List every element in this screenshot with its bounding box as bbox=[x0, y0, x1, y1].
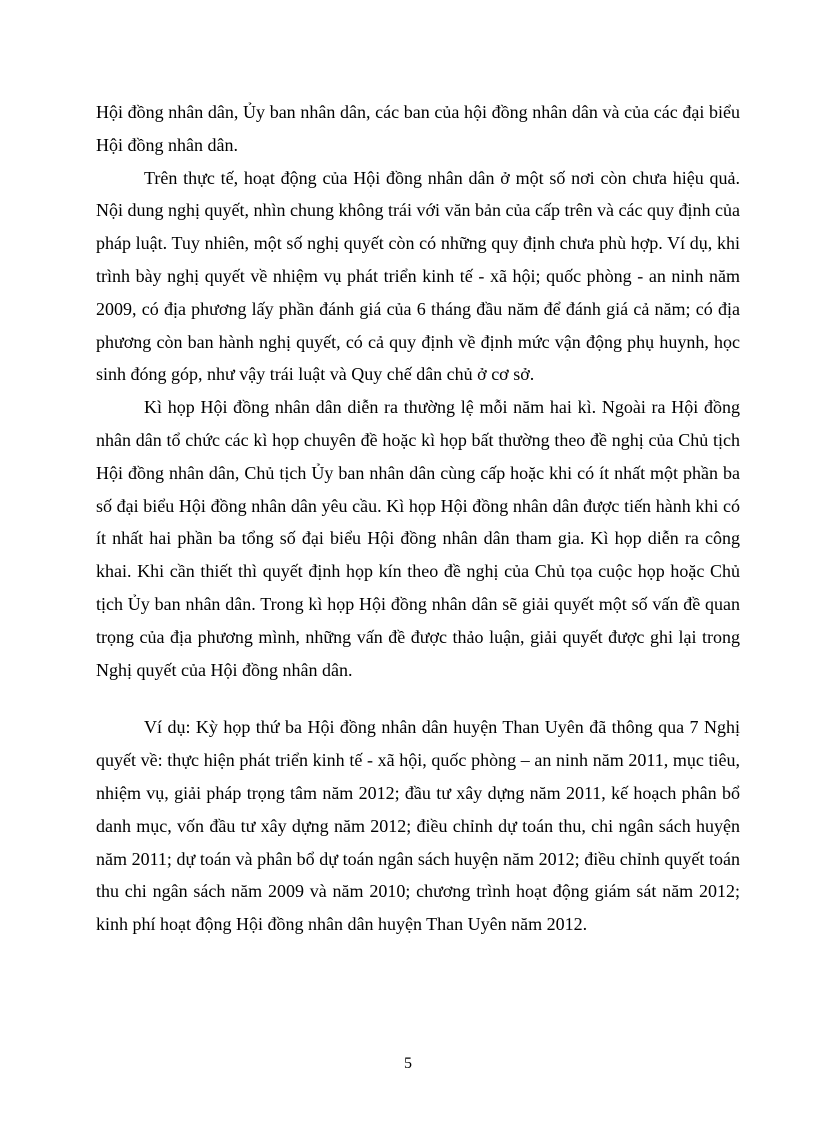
paragraph-sessions: Kì họp Hội đồng nhân dân diễn ra thường lệ mỗi năm hai kì. Ngoài ra Hội đồng nhân dân tổ chức các kì họp chuyên đề hoặc kì họp bất thường theo đề nghị của Chủ tịch Hội đồng nhân dân, Chủ tịch Ủy ban nhân dân cùng cấp hoặc khi có ít nhất một phần ba số đại biểu Hội đồng nhân dân yêu cầu. Kì họp Hội đồng nhân dân được tiến hành khi có ít nhất hai phần ba tổng số đại biểu Hội đồng nhân dân tham gia. Kì họp diễn ra công khai. Khi cần thiết thì quyết định họp kín theo đề nghị của Chủ tọa cuộc họp hoặc Chủ tịch Ủy ban nhân dân. Trong kì họp Hội đồng nhân dân sẽ giải quyết một số vấn đề quan trọng của địa phương mình, những vấn đề được thảo luận, giải quyết được ghi lại trong Nghị quyết của Hội đồng nhân dân. bbox=[96, 397, 740, 680]
page-number: 5 bbox=[404, 1055, 412, 1072]
paragraph-effectiveness: Trên thực tế, hoạt động của Hội đồng nhân dân ở một số nơi còn chưa hiệu quả. Nội dung nghị quyết, nhìn chung không trái với văn bản của cấp trên và các quy định của pháp luật. Tuy nhiên, một số nghị quyết còn có những quy định chưa phù hợp. Ví dụ, khi trình bày nghị quyết về nhiệm vụ phát triển kinh tế - xã hội; quốc phòng - an ninh năm 2009, có địa phương lấy phần đánh giá của 6 tháng đầu năm để đánh giá cả năm; có địa phương còn ban hành nghị quyết, có cả quy định về định mức vận động phụ huynh, học sinh đóng góp, như vậy trái luật và Quy chế dân chủ ở cơ sở. bbox=[96, 167, 740, 385]
paragraph-example: Ví dụ: Kỳ họp thứ ba Hội đồng nhân dân huyện Than Uyên đã thông qua 7 Nghị quyết về: thực hiện phát triển kinh tế - xã hội, quốc phòng – an ninh năm 2011, mục tiêu, nhiệm vụ, giải pháp trọng tâm năm 2012; đầu tư xây dựng năm 2011, kế hoạch phân bổ danh mục, vốn đầu tư xây dựng năm 2012; điều chỉnh dự toán thu, chi ngân sách huyện năm 2011; dự toán và phân bổ dự toán ngân sách huyện năm 2012; điều chỉnh quyết toán thu chi ngân sách năm 2009 và năm 2010; chương trình hoạt động giám sát năm 2012; kinh phí hoạt động Hội đồng nhân dân huyện Than Uyên năm 2012. bbox=[96, 717, 740, 935]
paragraph-continuation: Hội đồng nhân dân, Ủy ban nhân dân, các ban của hội đồng nhân dân và của các đại biểu Hội đồng nhân dân. bbox=[96, 102, 740, 155]
page-body bbox=[96, 96, 740, 941]
